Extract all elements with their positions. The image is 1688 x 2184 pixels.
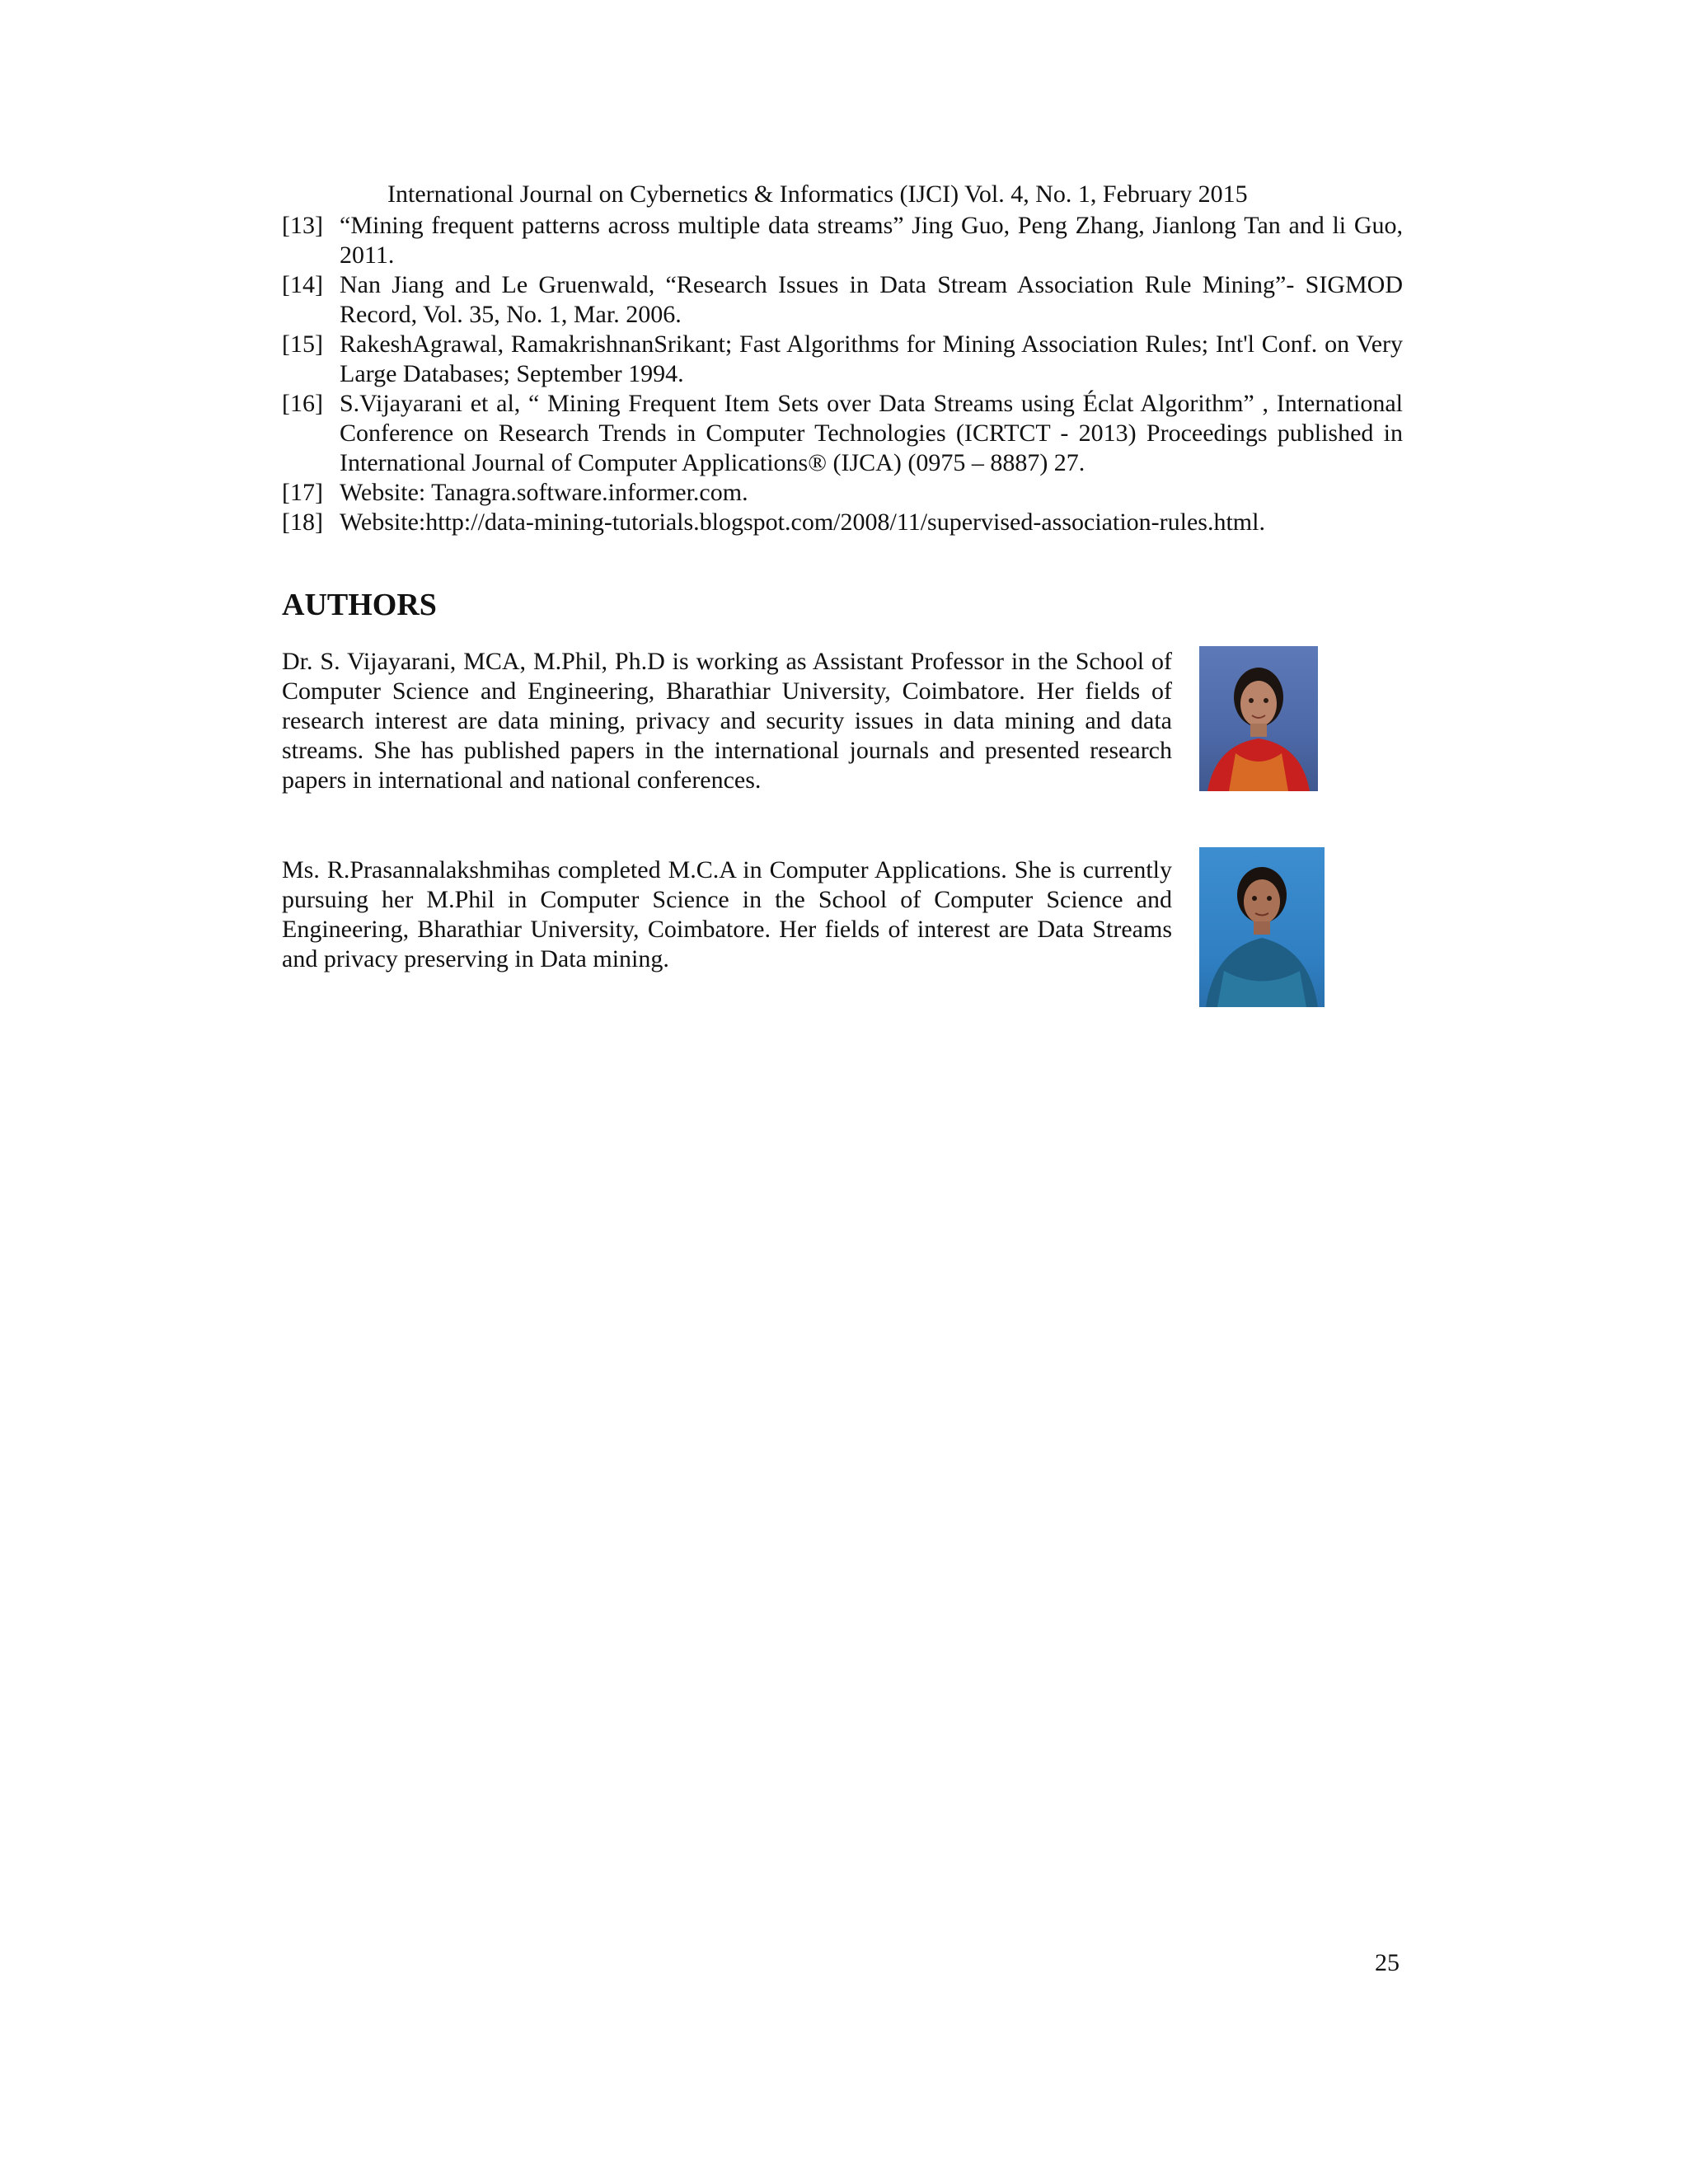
- author-photo-vijayarani: [1199, 646, 1318, 791]
- reference-number: [17]: [282, 479, 323, 506]
- running-header: International Journal on Cybernetics & Informatics (IJCI) Vol. 4, No. 1, February 2015: [387, 180, 1248, 208]
- reference-item: [282, 330, 1403, 389]
- author-bio-vijayarani: Dr. S. Vijayarani, MCA, M.Phil, Ph.D is working as Assistant Professor in the School of Computer Science and Engineering, Bharathiar University, Coimbatore. Her fields of research interest are data mining, privacy and security issues in data mining and data streams. She has published papers in the international journals and presented research papers in international and national conferences.: [282, 648, 1172, 794]
- reference-text: RakeshAgrawal, RamakrishnanSrikant; Fast Algorithms for Mining Association Rules; Int'l Conf. on Very Large Databases; September 1994.: [340, 330, 1403, 387]
- reference-text: Nan Jiang and Le Gruenwald, “Research Issues in Data Stream Association Rule Mining”- SIGMOD Record, Vol. 35, No. 1, Mar. 2006.: [340, 271, 1403, 328]
- reference-number: [15]: [282, 330, 323, 358]
- reference-number: [16]: [282, 390, 323, 417]
- reference-list: [282, 211, 1403, 537]
- reference-item: [282, 389, 1403, 478]
- author-portrait-image: [1199, 847, 1325, 1007]
- page-number: 25: [1375, 1949, 1400, 1976]
- author-photo-prasannalakshmi: [1199, 847, 1325, 1007]
- reference-number: [14]: [282, 271, 323, 298]
- reference-item: [282, 211, 1403, 270]
- reference-number: [18]: [282, 509, 323, 536]
- reference-text: “Mining frequent patterns across multiple data streams” Jing Guo, Peng Zhang, Jianlong Tan and li Guo, 2011.: [340, 212, 1403, 269]
- reference-text: S.Vijayarani et al, “ Mining Frequent Item Sets over Data Streams using Éclat Algorithm” , International Conference on Research Trends in Computer Technologies (ICRTCT - 2013) Proceedings published in International Journal of Computer Applications® (IJCA) (0975 – 8887) 27.: [340, 390, 1403, 476]
- reference-text: Website: Tanagra.software.informer.com.: [340, 479, 748, 506]
- reference-item: [282, 270, 1403, 330]
- reference-item: [282, 478, 1403, 508]
- reference-text: Website:http://data-mining-tutorials.blogspot.com/2008/11/supervised-association-rules.html.: [340, 509, 1265, 536]
- author-portrait-image: [1199, 646, 1318, 791]
- author-bio-prasannalakshmi: Ms. R.Prasannalakshmihas completed M.C.A in Computer Applications. She is currently pursuing her M.Phil in Computer Science in the School of Computer Science and Engineering, Bharathiar University, Coimbatore. Her fields of interest are Data Streams and privacy preserving in Data mining.: [282, 856, 1172, 972]
- reference-item: [282, 508, 1403, 537]
- authors-heading: AUTHORS: [282, 588, 437, 622]
- reference-number: [13]: [282, 212, 323, 239]
